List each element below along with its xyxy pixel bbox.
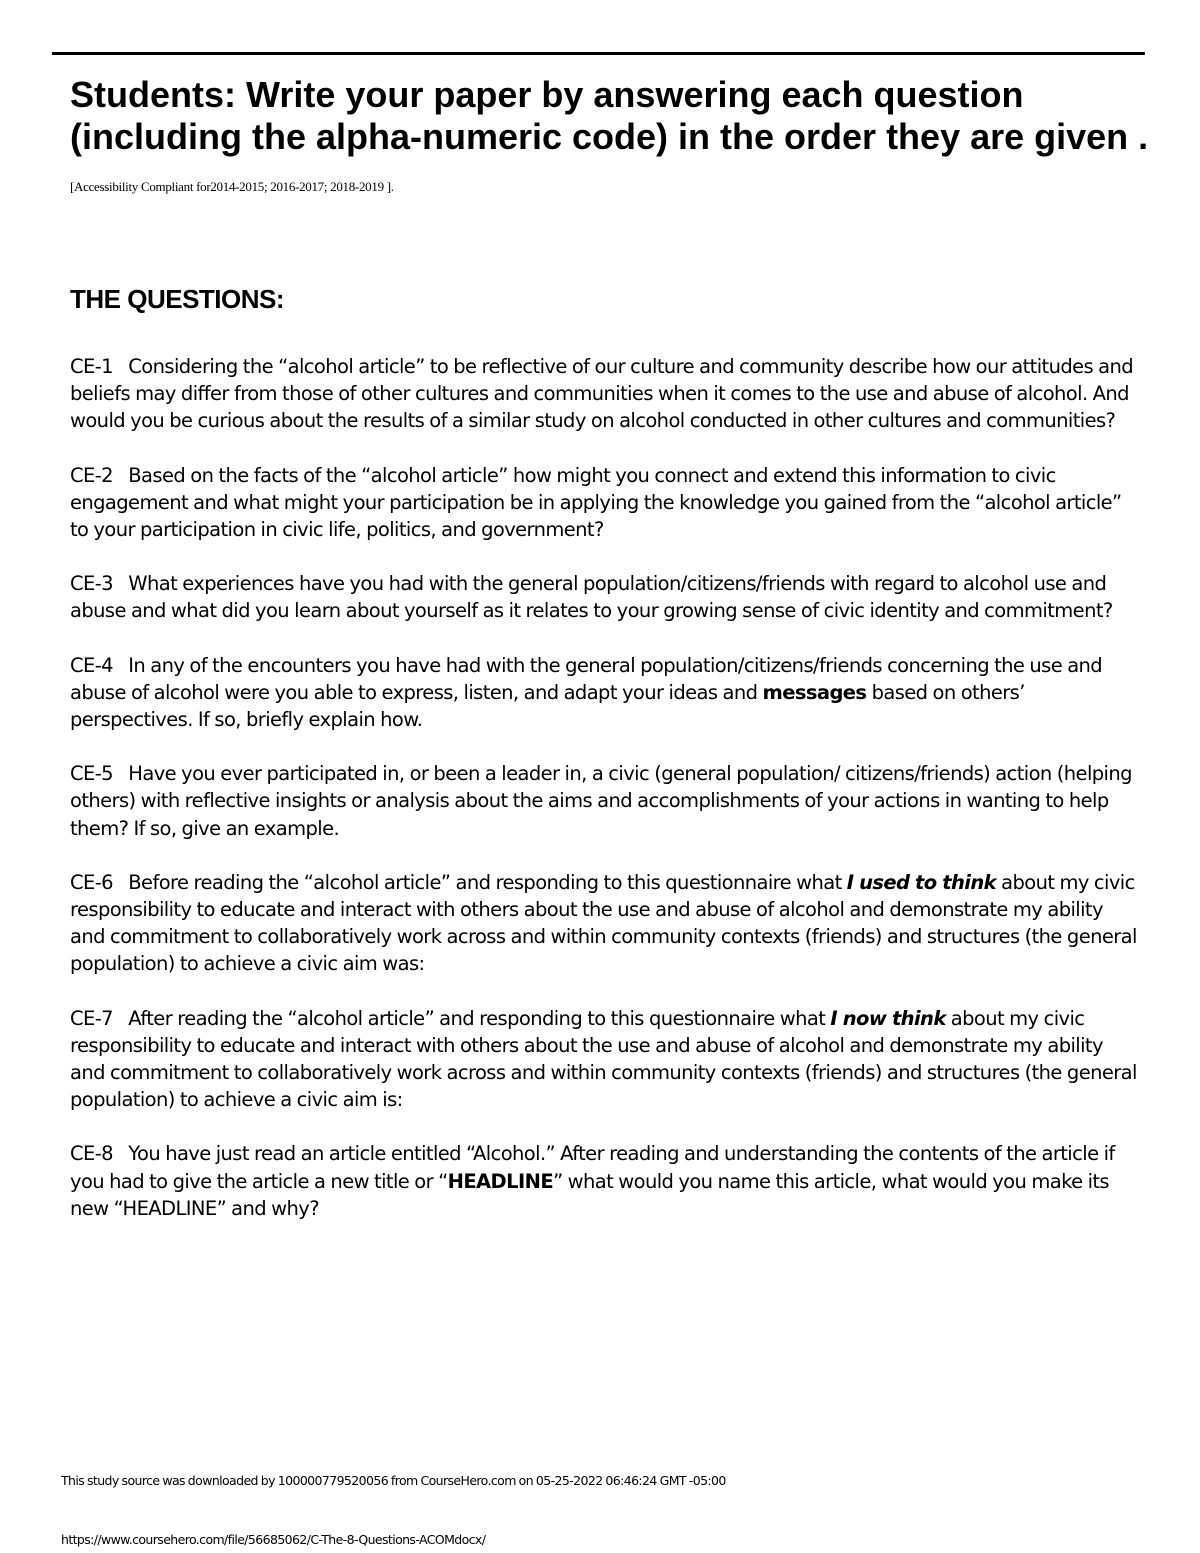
question-code: CE-4	[70, 653, 113, 677]
bold-word-messages: messages	[762, 680, 867, 704]
question-ce-8	[70, 1140, 1140, 1222]
question-code: CE-2	[70, 463, 113, 487]
question-ce-5	[70, 760, 1140, 842]
question-ce-7	[70, 1005, 1140, 1114]
section-title: THE QUESTIONS:	[70, 284, 285, 314]
question-code: CE-5	[70, 762, 113, 786]
download-source-notice: This study source was downloaded by 100000779520056 from CourseHero.com on 05-25-2022 06:46:24 GMT -05:00	[61, 1473, 726, 1488]
bold-word-headline: HEADLINE	[447, 1169, 554, 1193]
question-text-continued: about my civic responsibility to educate and interact with others about the use and abuse of alcohol and demonstrate my ability and commitment to collaboratively work across and within community contexts (friends) and structures (the general population) to achieve a civic aim is:	[70, 1006, 1137, 1112]
question-text-continued: ” what would you name this article, what would you make its new “HEADLINE” and why?	[70, 1169, 1109, 1220]
emphasis-i-now-think: I now think	[830, 1006, 946, 1030]
page-title	[70, 74, 1150, 200]
question-text: Before reading the “alcohol article” and responding to this questionnaire what	[128, 870, 842, 894]
question-text: In any of the encounters you have had with the general population/citizens/friends concerning the use and abuse of alcohol were you able to express, listen, and adapt your ideas and	[70, 653, 1103, 704]
question-ce-6	[70, 869, 1140, 978]
question-text: Considering the “alcohol article” to be reflective of our culture and community describe how our attitudes and beliefs may differ from those of other cultures and communities when it comes to the use and abuse of alcohol. And would you be curious about the results of a similar study on alcohol conducted in other cultures and communities?	[70, 355, 1134, 433]
question-ce-1	[70, 353, 1140, 435]
question-text: After reading the “alcohol article” and responding to this questionnaire what	[128, 1006, 826, 1030]
question-code: CE-1	[70, 355, 113, 378]
question-ce-2	[70, 462, 1140, 544]
question-ce-4	[70, 652, 1140, 734]
accessibility-note: [Accessibility Compliant for2014-2015; 2016-2017; 2018-2019 ].	[70, 179, 394, 194]
question-text: What experiences have you had with the general population/citizens/friends with regard to alcohol use and abuse and what did you learn about yourself as it relates to your growing sense of civic identity and commitment?	[70, 572, 1113, 623]
emphasis-i-used-to-think: I used to think	[846, 870, 997, 894]
question-text: You have just read an article entitled “Alcohol.” After reading and understanding the contents of the article if you had to give the article a new title or “	[70, 1142, 1115, 1193]
question-text: Have you ever participated in, or been a leader in, a civic (general population/ citizens/friends) action (helping others) with reflective insights or analysis about the aims and accomplishments of your actions in wanting to help them? If so, give an example.	[70, 762, 1132, 840]
question-code: CE-8	[70, 1142, 113, 1166]
question-code: CE-7	[70, 1006, 113, 1030]
source-url: https://www.coursehero.com/file/56685062/C-The-8-Questions-ACOMdocx/	[61, 1532, 486, 1547]
question-text: Based on the facts of the “alcohol article” how might you connect and extend this information to civic engagement and what might your participation be in applying the knowledge you gained from the “alcohol article” to your participation in civic life, politics, and government?	[70, 463, 1122, 542]
question-code: CE-3	[70, 572, 113, 596]
question-text-continued: based on others’ perspectives. If so, briefly explain how.	[70, 680, 1025, 732]
question-ce-3	[70, 570, 1140, 624]
page-title-text: Students: Write your paper by answering each question (including the alpha-numeric code) in the order they are given .	[70, 74, 1149, 157]
question-code: CE-6	[70, 870, 113, 894]
top-rule	[52, 52, 1145, 55]
question-text-continued: about my civic responsibility to educate and interact with others about the use and abuse of alcohol and demonstrate my ability and commitment to collaboratively work across and within community contexts (friends) and structures (the general population) to achieve a civic aim was:	[70, 870, 1137, 976]
question-list	[70, 353, 1140, 1249]
